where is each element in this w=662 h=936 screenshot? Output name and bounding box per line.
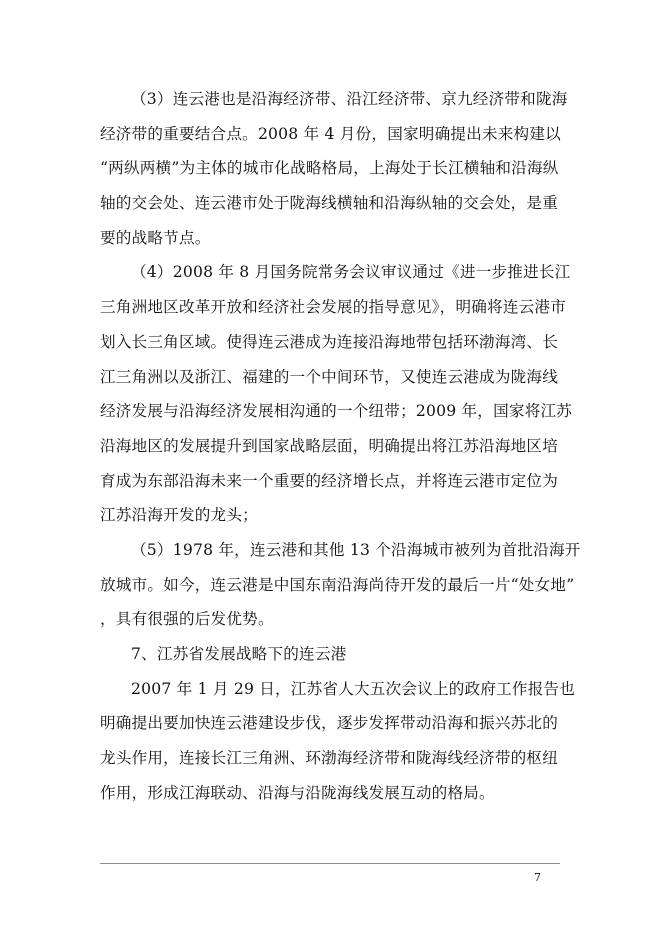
- text-line: 放城市。如今，连云港是中国东南沿海尚待开发的最后一片“处女地”: [100, 575, 575, 594]
- text-line: “两纵两横”为主体的城市化战略格局，上海处于长江横轴和沿海纵: [100, 159, 559, 178]
- footer-divider: [100, 863, 560, 864]
- body-text: [100, 82, 581, 810]
- text-line: 要的战略节点。: [100, 228, 211, 247]
- text-line: 育成为东部沿海未来一个重要的经济增长点，并将连云港市定位为: [100, 471, 559, 490]
- text-line: 三角洲地区改革开放和经济社会发展的指导意见》，明确将连云港市: [100, 298, 567, 317]
- text-line: 划入长三角区域。使得连云港成为连接沿海地带包括环渤海湾、长: [100, 332, 559, 351]
- text-line: （4）2008 年 8 月国务院常务会议审议通过《进一步推进长江: [131, 263, 571, 282]
- text-line: 作用，形成江海联动、沿海与沿陇海线发展互动的格局。: [100, 783, 495, 802]
- text-line: ，具有很强的后发优势。: [100, 610, 274, 629]
- section-heading: 7、江苏省发展战略下的连云港: [131, 645, 347, 663]
- text-line: 龙头作用，连接长江三角洲、环渤海经济带和陇海线经济带的枢纽: [100, 749, 559, 768]
- text-line: 明确提出要加快连云港建设步伐，逐步发挥带动沿海和振兴苏北的: [100, 714, 559, 733]
- text-line: 经济带的重要结合点。2008 年 4 月份，国家明确提出未来构建以: [100, 124, 561, 143]
- text-line: （3）连云港也是沿海经济带、沿江经济带、京九经济带和陇海: [131, 90, 568, 108]
- text-line: （5）1978 年，连云港和其他 13 个沿海城市被列为首批沿海开: [131, 540, 581, 559]
- text-line: 沿海地区的发展提升到国家战略层面，明确提出将江苏沿海地区培: [100, 436, 559, 455]
- text-line: 江苏沿海开发的龙头；: [100, 506, 258, 525]
- text-line: 经济发展与沿海经济发展相沟通的一个纽带；2009 年，国家将江苏: [100, 402, 573, 421]
- text-line: 江三角洲以及浙江、福建的一个中间环节，又使连云港成为陇海线: [100, 367, 559, 386]
- text-line: 轴的交会处、连云港市处于陇海线横轴和沿海纵轴的交会处，是重: [100, 194, 559, 213]
- page-number: 7: [534, 871, 541, 884]
- text-line: 2007 年 1 月 29 日，江苏省人大五次会议上的政府工作报告也: [131, 679, 576, 698]
